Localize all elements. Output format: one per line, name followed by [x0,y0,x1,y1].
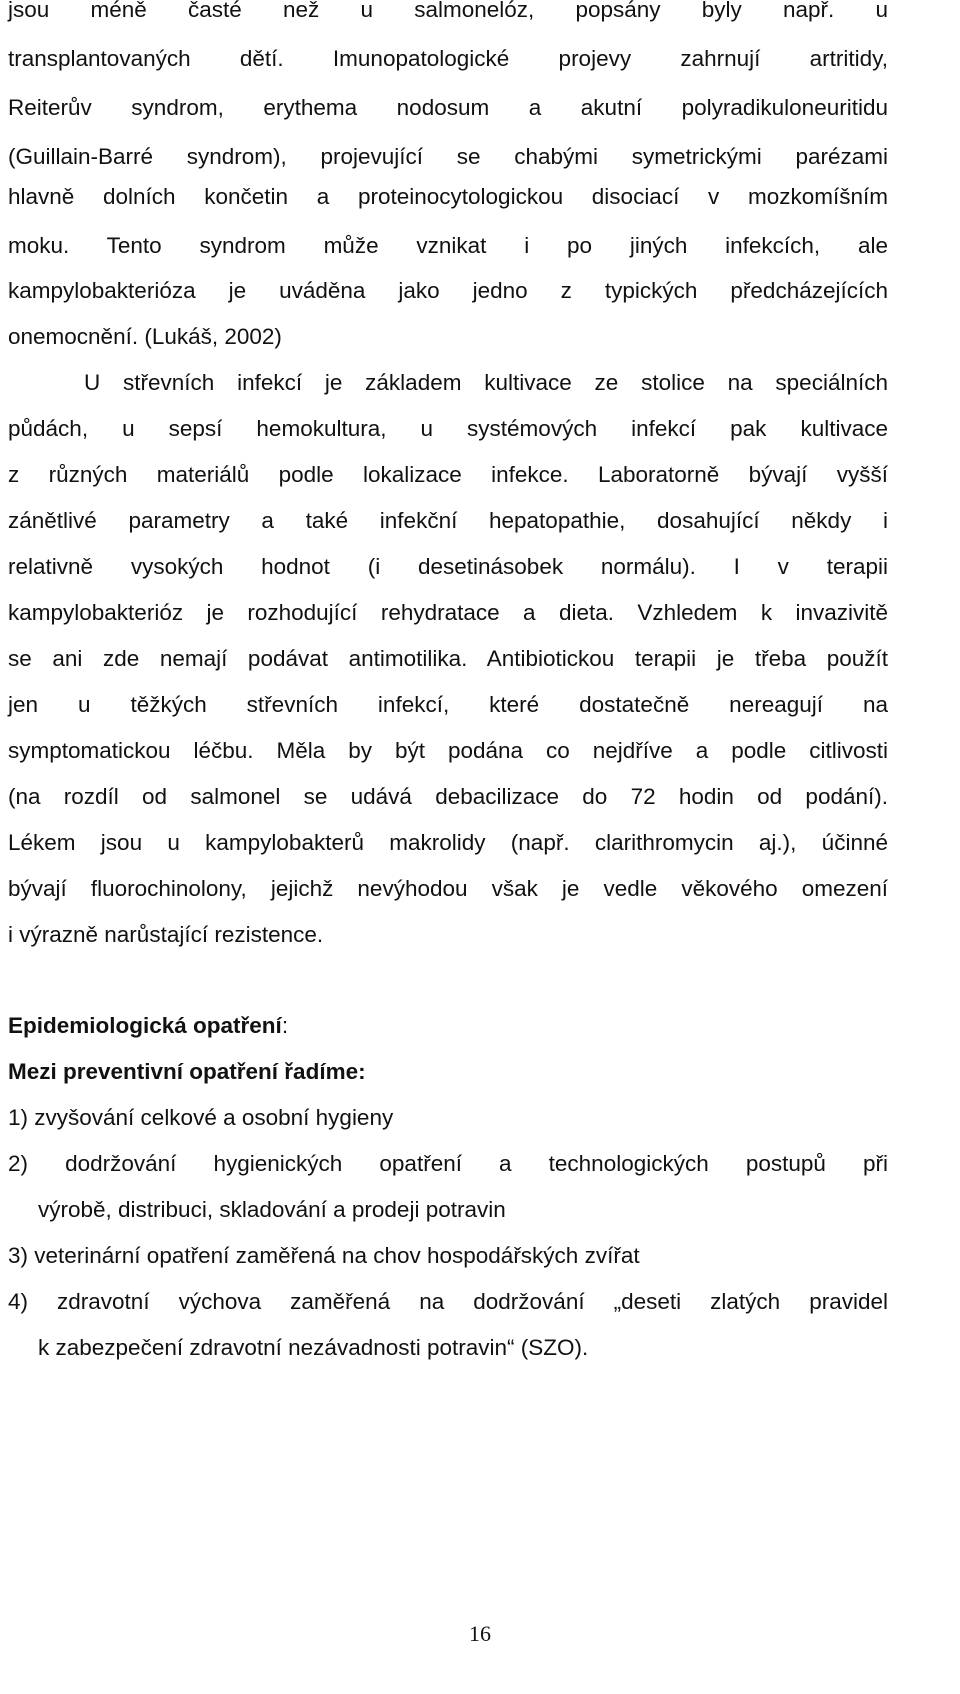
section-heading-text: Epidemiologická opatření [8,1013,282,1038]
list-item-continuation: k zabezpečení zdravotní nezávadnosti potravin“ (SZO). [38,1335,589,1360]
list-item: 4) zdravotní výchova zaměřená na dodržování „deseti zlatých pravidel [8,1289,888,1314]
paragraph-line: moku. Tento syndrom může vznikat i po jiných infekcích, ale [8,233,888,258]
paragraph-line: jsou méně časté než u salmonelóz, popsány byly např. u [8,0,888,22]
paragraph-line: relativně vysokých hodnot (i desetinásobek normálu). I v terapii [8,554,888,579]
section-heading [8,1011,888,1041]
subheading: Mezi preventivní opatření řadíme: [8,1059,366,1084]
paragraph-line: Lékem jsou u kampylobakterů makrolidy (např. clarithromycin aj.), účinné [8,830,888,855]
paragraph-line: U střevních infekcí je základem kultivace ze stolice na speciálních [84,370,888,395]
section-heading-colon: : [281,1013,289,1038]
page-number: 16 [469,1621,491,1646]
paragraph-line: (na rozdíl od salmonel se udává debacilizace do 72 hodin od podání). [8,784,888,809]
paragraph-line: jen u těžkých střevních infekcí, které dostatečně nereagují na [8,692,888,717]
paragraph-line: onemocnění. (Lukáš, 2002) [8,324,282,349]
paragraph-line: i výrazně narůstající rezistence. [8,922,324,947]
paragraph-line: Reiterův syndrom, erythema nodosum a akutní polyradikuloneuritidu [8,95,888,120]
paragraph-line: z různých materiálů podle lokalizace infekce. Laboratorně bývají vyšší [8,462,888,487]
paragraph-line: se ani zde nemají podávat antimotilika. Antibiotickou terapii je třeba použít [8,646,888,671]
paragraph-line: zánětlivé parametry a také infekční hepatopathie, dosahující někdy i [8,508,888,533]
paragraph-line: půdách, u sepsí hemokultura, u systémových infekcí pak kultivace [8,416,888,441]
list-item-continuation: výrobě, distribuci, skladování a prodeji potravin [38,1197,506,1222]
paragraph-line: hlavně dolních končetin a proteinocytologickou disociací v mozkomíšním [8,184,888,209]
paragraph-line: symptomatickou léčbu. Měla by být podána co nejdříve a podle citlivosti [8,738,888,763]
list-item: 1) zvyšování celkové a osobní hygieny [8,1105,394,1130]
paragraph-line: transplantovaných dětí. Imunopatologické projevy zahrnují artritidy, [8,46,888,71]
list-item: 3) veterinární opatření zaměřená na chov hospodářských zvířat [8,1243,640,1268]
paragraph-line: (Guillain-Barré syndrom), projevující se chabými symetrickými parézami [8,144,888,169]
paragraph-line: kampylobakterióza je uváděna jako jedno z typických předcházejících [8,278,888,303]
paragraph-line: bývají fluorochinolony, jejichž nevýhodou však je vedle věkového omezení [8,876,888,901]
list-item: 2) dodržování hygienických opatření a technologických postupů při [8,1151,888,1176]
paragraph-line: kampylobakterióz je rozhodující rehydratace a dieta. Vzhledem k invazivitě [8,600,888,625]
